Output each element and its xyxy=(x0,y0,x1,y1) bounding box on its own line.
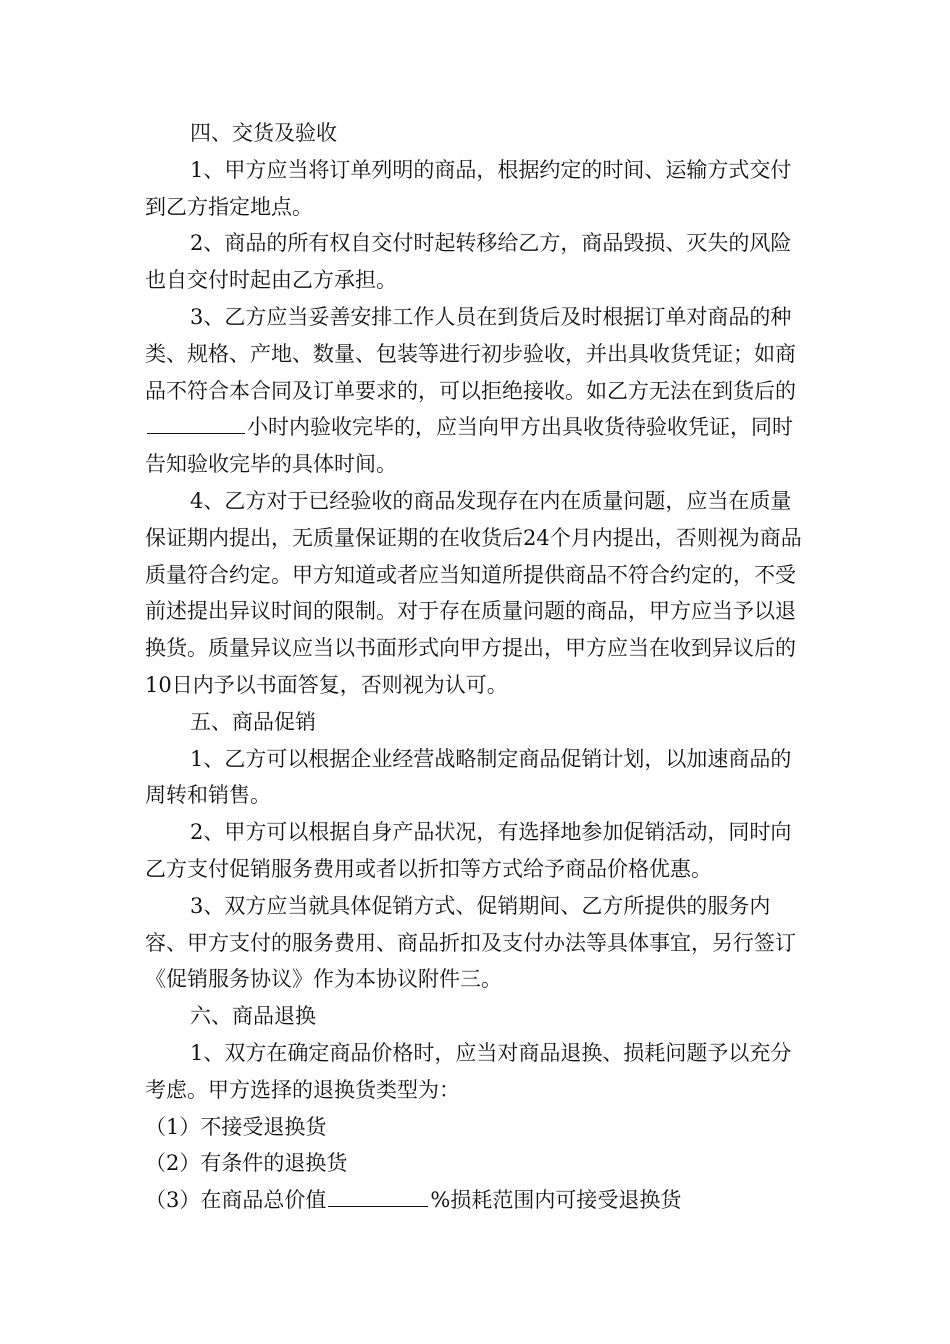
percent-blank[interactable] xyxy=(328,1186,428,1207)
paragraph-delivery-3-text-a: 3、乙方应当妥善安排工作人员在到货后及时根据订单对商品的种类、规格、产地、数量、包装等进行初步验收，并出具收货凭证；如商品不符合本合同及订单要求的，可以拒绝接收。如乙方无法在到货后的 xyxy=(145,304,796,403)
paragraph-delivery-2: 2、商品的所有权自交付时起转移给乙方，商品毁损、灭失的风险也自交付时起由乙方承担。 xyxy=(145,231,792,293)
returns-option-1: （1）不接受退换货 xyxy=(145,1114,327,1139)
returns-option-3-text-b: %损耗范围内可接受退换货 xyxy=(430,1188,682,1213)
paragraph-promotion-1: 1、乙方可以根据企业经营战略制定商品促销计划，以加速商品的周转和销售。 xyxy=(145,746,792,808)
section-heading-returns: 六、商品退换 xyxy=(190,1004,316,1029)
hours-blank[interactable] xyxy=(147,413,245,434)
paragraph-promotion-3: 3、双方应当就具体促销方式、促销期间、乙方所提供的服务内容、甲方支付的服务费用、商品折扣及支付办法等具体事宜，另行签订《促销服务协议》作为本协议附件三。 xyxy=(145,893,796,992)
paragraph-promotion-2: 2、甲方可以根据自身产品状况，有选择地参加促销活动，同时向乙方支付促销服务费用或者以折扣等方式给予商品价格优惠。 xyxy=(145,820,792,881)
paragraph-delivery-3-text-b: 小时内验收完毕的，应当向甲方出具收货待验收凭证，同时告知验收完毕的具体时间。 xyxy=(145,415,793,477)
paragraph-delivery-4: 4、乙方对于已经验收的商品发现存在内在质量问题，应当在质量保证期内提出，无质量保证期的在收货后24个月内提出，否则视为商品质量符合约定。甲方知道或者应当知道所提供商品不符合约定的，不受前述提出异议时间的限制。对于存在质量问题的商品，甲方应当予以退换货。质量异议应当以书面形式向甲方提出，甲方应当在收到异议后的10日内予以书面答复，否则视为认可。 xyxy=(145,488,802,697)
paragraph-returns-1: 1、双方在确定商品价格时，应当对商品退换、损耗问题予以充分考虑。甲方选择的退换货类型为： xyxy=(145,1040,792,1102)
section-heading-delivery: 四、交货及验收 xyxy=(190,121,337,145)
returns-option-3 xyxy=(145,1182,805,1219)
paragraph-delivery-3 xyxy=(145,299,805,483)
returns-option-2: （2）有条件的退换货 xyxy=(145,1151,348,1176)
paragraph-delivery-1: 1、甲方应当将订单列明的商品，根据约定的时间、运输方式交付到乙方指定地点。 xyxy=(145,157,792,219)
section-heading-promotion: 五、商品促销 xyxy=(190,709,316,734)
document-body xyxy=(145,115,805,1219)
returns-option-3-text-a: （3）在商品总价值 xyxy=(145,1188,327,1213)
